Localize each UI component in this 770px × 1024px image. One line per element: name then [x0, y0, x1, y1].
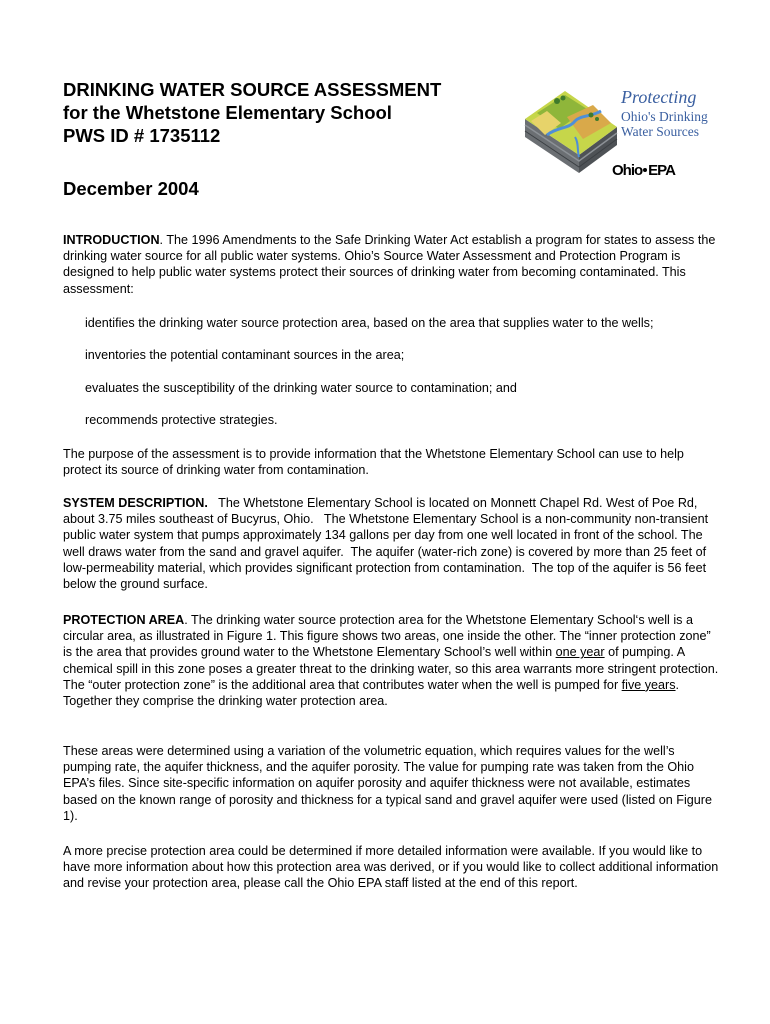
ohio-epa-logo-part2: EPA: [648, 162, 675, 179]
system-description-heading: SYSTEM DESCRIPTION.: [63, 496, 208, 510]
ohio-epa-logo: [612, 162, 675, 179]
list-item: identifies the drinking water source protection area, based on the area that supplies water to the wells;: [85, 316, 654, 330]
epa-dot-icon: [643, 168, 647, 172]
purpose-text: The purpose of the assessment is to provide information that the Whetstone Elementary School can use to help protect its source of drinking water from contamination.: [63, 447, 684, 478]
logo-text-ohios-drinking: Ohio's Drinking: [621, 109, 708, 124]
more-precise-text: A more precise protection area could be determined if more detailed information were available. If you would like to have more information about how this protection area was derived, or if you would like to collect additional information and revise your protection area, please call the Ohio EPA staff listed at the end of this report.: [63, 844, 719, 891]
list-item: evaluates the susceptibility of the drinking water source to contamination; and: [85, 381, 517, 395]
document-subtitle: for the Whetstone Elementary School: [63, 102, 392, 123]
protection-area-text-a: . The drinking water source protection area for the Whetstone Elementary School‘s well is a circular area, as illustrated in Figure 1. This figure shows two areas, one inside the other. The “inner protection zone” is the area that provides ground water to the Whetstone Elementary School’s well within: [63, 613, 711, 660]
system-description-paragraph: [63, 495, 723, 592]
document-date: December 2004: [63, 178, 199, 199]
logo-text-protecting: Protecting: [621, 87, 697, 107]
protection-area-paragraph: [63, 612, 723, 709]
ohio-epa-logo-part1: Ohio: [612, 162, 643, 179]
title-block: [63, 78, 493, 147]
protection-area-heading: PROTECTION AREA: [63, 613, 185, 627]
introduction-heading: INTRODUCTION: [63, 233, 160, 247]
list-item: recommends protective strategies.: [85, 413, 278, 427]
logo-text-water-sources: Water Sources: [621, 124, 700, 139]
purpose-paragraph: [63, 446, 723, 478]
document-title: DRINKING WATER SOURCE ASSESSMENT: [63, 79, 442, 100]
pws-id: PWS ID # 1735112: [63, 125, 221, 146]
protection-area-text-c: . Together they comprise the drinking water protection area.: [63, 677, 680, 709]
more-precise-paragraph: [63, 843, 723, 892]
list-item: inventories the potential contaminant sources in the area;: [85, 348, 405, 362]
volumetric-text: These areas were determined using a variation of the volumetric equation, which requires values for the well’s pumping rate, the aquifer thickness, and the aquifer porosity. The value for pumping rate was taken from the Ohio EPA’s files. Since site-specific information on aquifer porosity and aquifer thickness were not available, estimates based on the known range of porosity and thickness for a typical sand and gravel aquifer were used (listed on Figure 1).: [63, 744, 712, 823]
underlined-one-year: one year: [555, 645, 605, 660]
system-description-text: The Whetstone Elementary School is located on Monnett Chapel Rd. West of Poe Rd, about 3.75 miles southeast of Bucyrus, Ohio. The Whetstone Elementary School is a non-community non-transient public water system that pumps approximately 134 gallons per day from one well located in front of the school. The well draws water from the sand and gravel aquifer. The aquifer (water-rich zone) is covered by more than 25 feet of low-permeability material, which provides significant protection from contamination. The top of the aquifer is 56 feet below the ground surface.: [63, 496, 712, 592]
introduction-text: . The 1996 Amendments to the Safe Drinking Water Act establish a program for states to assess the drinking water source for all public water systems. Ohio’s Source Water Assessment and Protection Program is designed to help public water systems protect their sources of drinking water from becoming contaminated. This assessment:: [63, 233, 716, 296]
introduction-paragraph: [63, 232, 723, 297]
underlined-five-years: five years: [621, 677, 676, 692]
protection-area-text-b: of pumping. A chemical spill in this zone poses a greater threat to the drinking water, so this area warrants more stringent protection. The “outer protection zone” is the additional area that contributes water when the well is pumped for: [63, 645, 719, 692]
volumetric-paragraph: [63, 743, 723, 824]
